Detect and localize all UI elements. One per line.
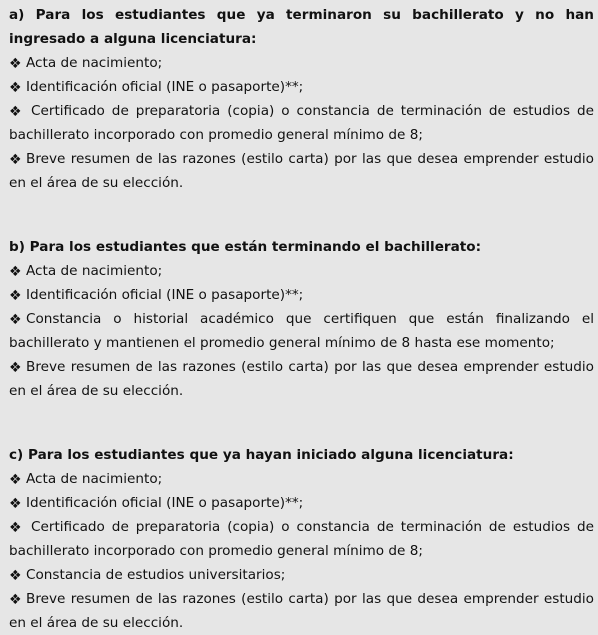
diamond-bullet-icon: ❖	[9, 472, 22, 488]
requirement-text: Identificación oficial (INE o pasaporte)**;	[26, 495, 304, 511]
section-a	[9, 3, 594, 195]
requirement-item	[9, 587, 594, 635]
requirement-text: Breve resumen de las razones (estilo carta) por las que desea emprender estudio en el área de su elección.	[9, 359, 594, 399]
requirement-item	[9, 75, 594, 99]
requirement-item	[9, 259, 594, 283]
requirement-text: Certificado de preparatoria (copia) o constancia de terminación de estudios de bachillerato incorporado con promedio general mínimo de 8;	[9, 103, 594, 143]
requirement-text: Constancia o historial académico que certifiquen que están finalizando el bachillerato y mantienen el promedio general mínimo de 8 hasta ese momento;	[9, 311, 594, 351]
requirement-item	[9, 467, 594, 491]
section-c	[9, 443, 594, 635]
requirement-text: Breve resumen de las razones (estilo carta) por las que desea emprender estudio en el área de su elección.	[9, 591, 594, 631]
diamond-bullet-icon: ❖	[9, 496, 22, 512]
diamond-bullet-icon: ❖	[9, 520, 22, 536]
diamond-bullet-icon: ❖	[9, 80, 22, 96]
diamond-bullet-icon: ❖	[9, 104, 22, 120]
diamond-bullet-icon: ❖	[9, 288, 22, 304]
section-a-heading: a) Para los estudiantes que ya terminaron su bachillerato y no han ingresado a alguna licenciatura:	[9, 7, 594, 47]
requirement-text: Constancia de estudios universitarios;	[26, 567, 286, 583]
requirement-item	[9, 515, 594, 563]
requirement-text: Acta de nacimiento;	[26, 471, 163, 487]
requirement-item	[9, 491, 594, 515]
requirement-text: Identificación oficial (INE o pasaporte)**;	[26, 79, 304, 95]
requirement-text: Identificación oficial (INE o pasaporte)**;	[26, 287, 304, 303]
requirement-item	[9, 563, 594, 587]
requirement-text: Acta de nacimiento;	[26, 263, 163, 279]
diamond-bullet-icon: ❖	[9, 152, 22, 168]
requirement-text: Breve resumen de las razones (estilo carta) por las que desea emprender estudio en el área de su elección.	[9, 151, 594, 191]
requirement-item	[9, 51, 594, 75]
requirement-item	[9, 99, 594, 147]
diamond-bullet-icon: ❖	[9, 360, 22, 376]
diamond-bullet-icon: ❖	[9, 592, 22, 608]
section-b	[9, 235, 594, 403]
diamond-bullet-icon: ❖	[9, 56, 22, 72]
requirement-text: Acta de nacimiento;	[26, 55, 163, 71]
requirement-item	[9, 147, 594, 195]
diamond-bullet-icon: ❖	[9, 312, 22, 328]
diamond-bullet-icon: ❖	[9, 264, 22, 280]
requirement-item	[9, 307, 594, 355]
requirement-item	[9, 355, 594, 403]
requirement-text: Certificado de preparatoria (copia) o constancia de terminación de estudios de bachillerato incorporado con promedio general mínimo de 8;	[9, 519, 594, 559]
requirement-item	[9, 283, 594, 307]
section-c-heading: c) Para los estudiantes que ya hayan iniciado alguna licenciatura:	[9, 447, 514, 463]
diamond-bullet-icon: ❖	[9, 568, 22, 584]
section-b-heading: b) Para los estudiantes que están terminando el bachillerato:	[9, 239, 482, 255]
